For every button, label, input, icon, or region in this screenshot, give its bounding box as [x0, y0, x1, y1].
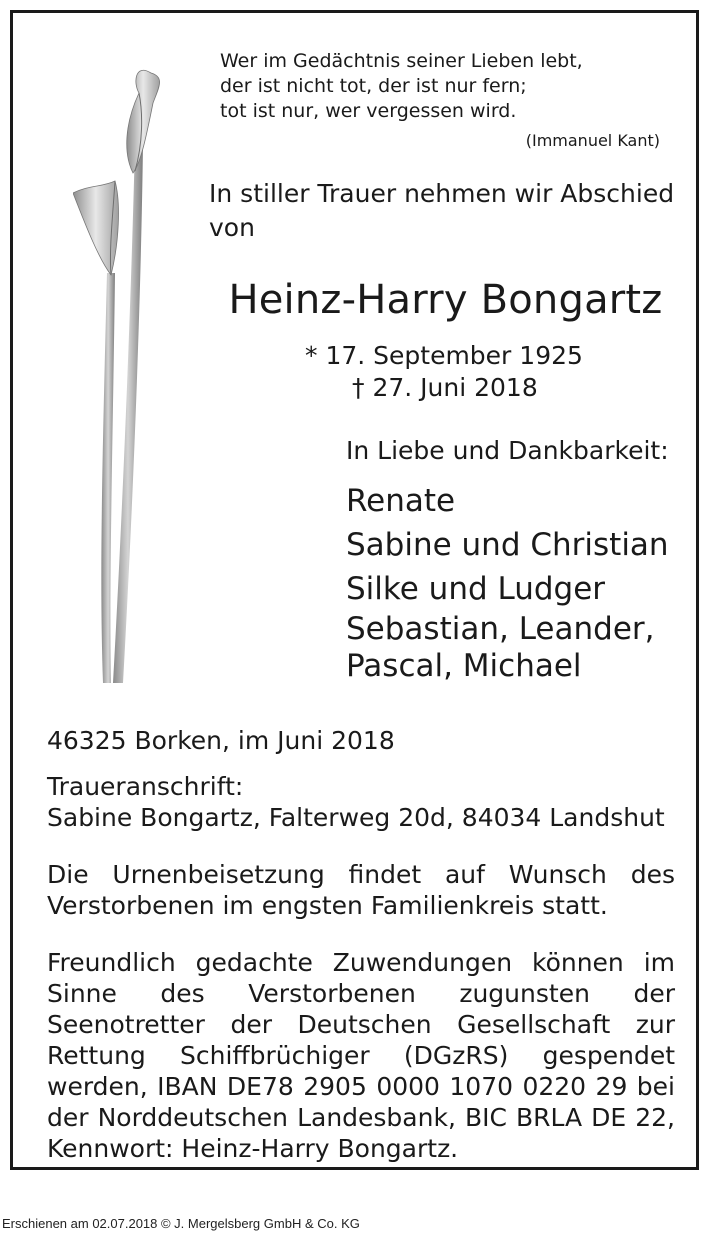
farewell-text — [209, 177, 679, 245]
birth-date: * 17. September 1925 — [305, 341, 583, 370]
address-value: Sabine Bongartz, Falterweg 20d, 84034 Landshut — [47, 803, 665, 832]
mourners-list — [346, 479, 669, 685]
urn-burial-notice: Die Urnenbeisetzung findet auf Wunsch des Verstorbenen im engsten Familienkreis statt. — [47, 860, 675, 920]
mourner-name: Pascal, Michael — [346, 648, 582, 684]
quote-line: der ist nicht tot, der ist nur fern; — [220, 75, 527, 97]
publication-footer: Erschienen am 02.07.2018 © J. Mergelsberg GmbH & Co. KG — [2, 1216, 360, 1231]
address-label: Traueranschrift: — [47, 772, 244, 801]
mourner-name: Silke und Ludger — [346, 571, 606, 607]
farewell-line: In stiller Trauer nehmen wir Abschied — [209, 179, 675, 208]
mourner-name: Sabine und Christian — [346, 527, 669, 563]
deceased-name: Heinz-Harry Bongartz — [228, 277, 663, 323]
quote-line: tot ist nur, wer vergessen wird. — [220, 100, 517, 122]
mourner-name: Sebastian, Leander, — [346, 611, 655, 647]
quote-line: Wer im Gedächtnis seiner Lieben lebt, — [220, 50, 583, 72]
farewell-line: von — [209, 213, 255, 242]
kant-quote — [220, 49, 660, 153]
death-date: † 27. Juni 2018 — [352, 373, 538, 402]
mourners-heading: In Liebe und Dankbarkeit: — [346, 436, 669, 465]
place-and-date: 46325 Borken, im Juni 2018 — [47, 726, 395, 755]
donation-notice: Freundlich gedachte Zuwendungen können im Sinne des Verstorbenen zugunsten der Seenotretter der Deutschen Gesellschaft zur Rettung Schiffbrüchiger (DGzRS) gespendet werden, IBAN DE78 2905 0000 1070 0220 29 bei der Norddeutschen Landesbank, BIC BRLA DE 22, Kennwort: Heinz-Harry Bongartz. — [47, 948, 675, 1163]
mourner-name: Renate — [346, 483, 456, 519]
calla-lily-illustration — [73, 53, 193, 689]
quote-author: (Immanuel Kant) — [525, 131, 660, 150]
obituary-notice — [10, 10, 699, 1170]
mourning-address — [47, 771, 675, 833]
